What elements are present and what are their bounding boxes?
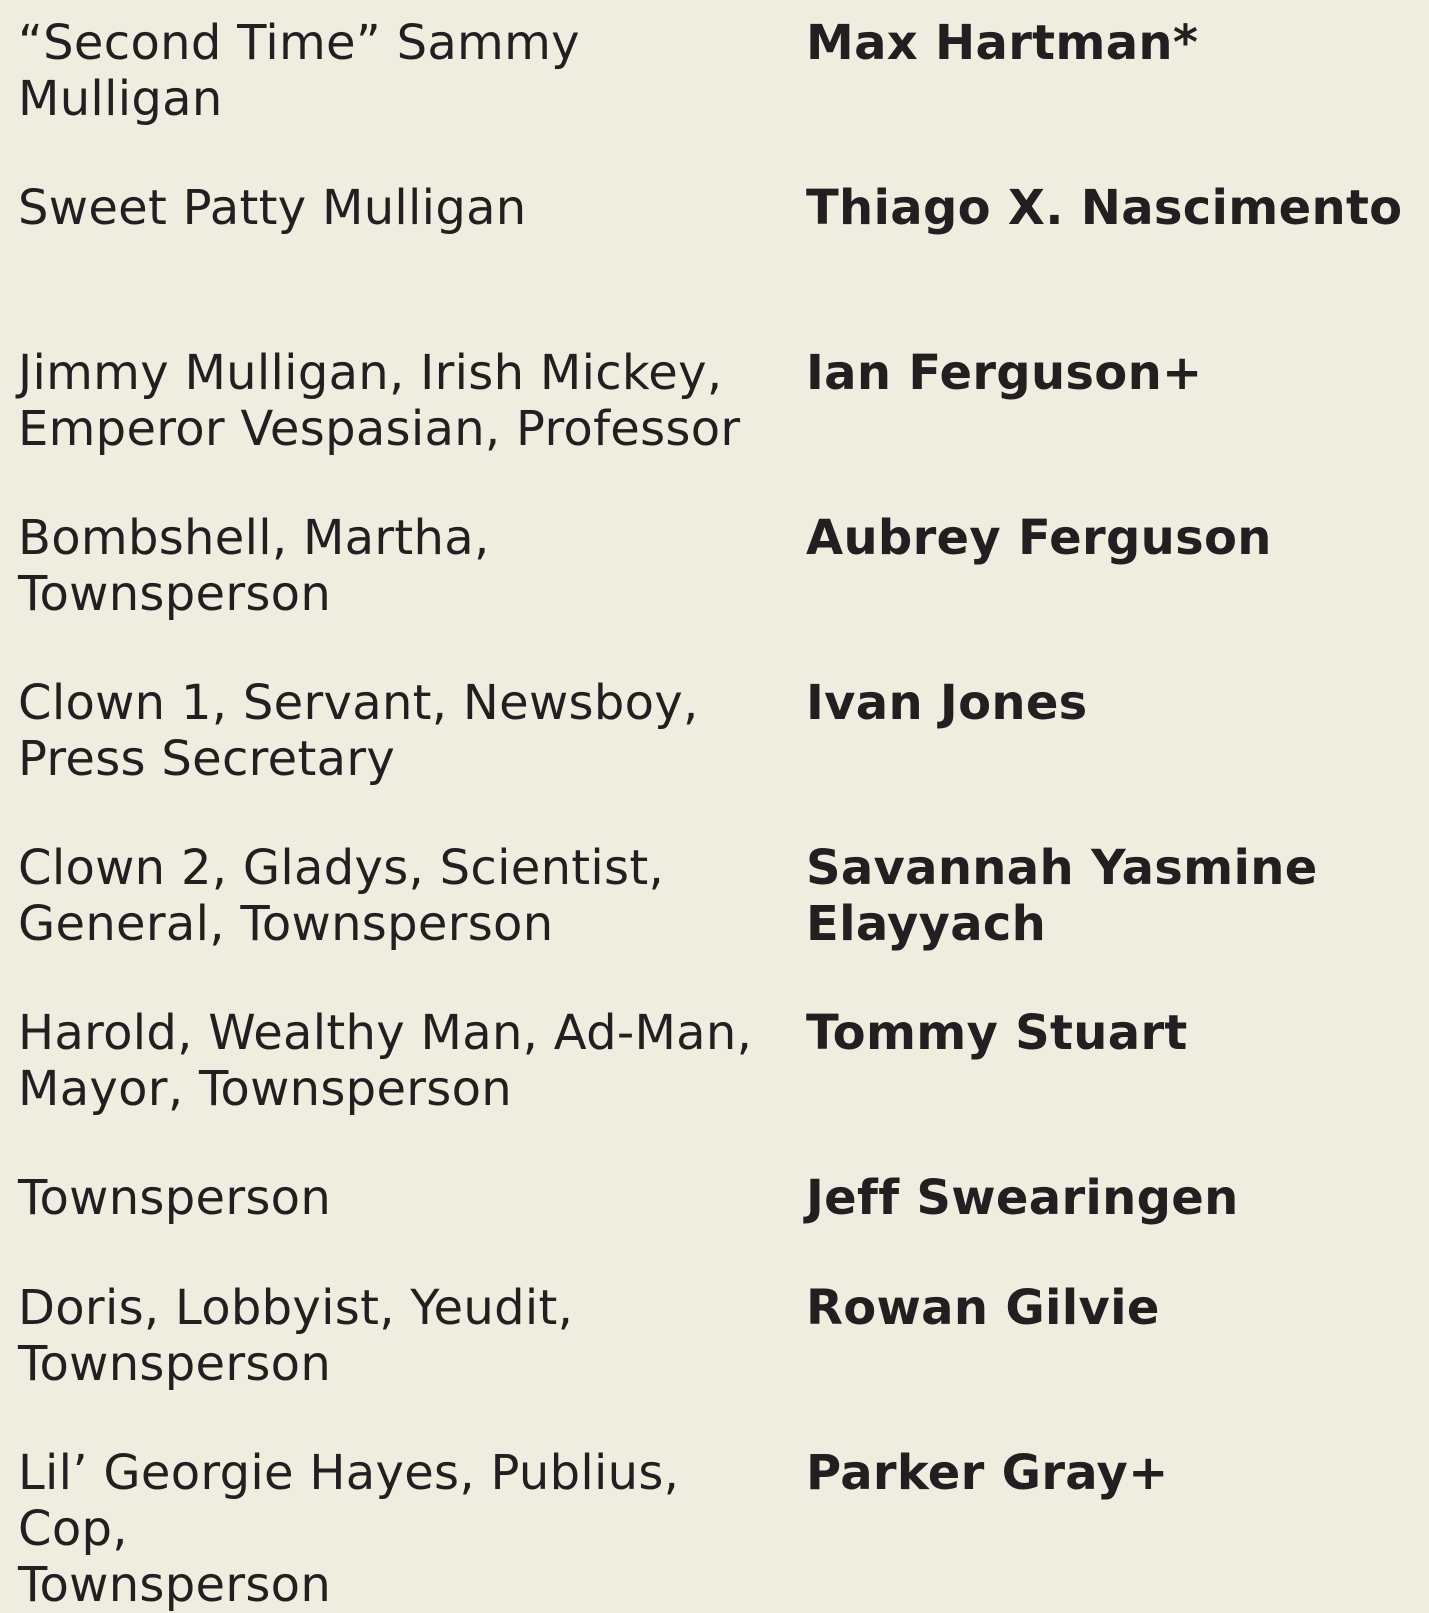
role-name: Doris, Lobbyist, Yeudit, Townsperson	[18, 1280, 574, 1392]
role-name: “Second Time” Sammy Mulligan	[18, 15, 580, 127]
actor-name: Ian Ferguson+	[806, 345, 1203, 401]
actor-name: Parker Gray+	[806, 1445, 1169, 1501]
actor-name: Rowan Gilvie	[806, 1280, 1160, 1336]
role-name: Clown 1, Servant, Newsboy, Press Secretary	[18, 675, 699, 787]
actor-name: Tommy Stuart	[806, 1005, 1188, 1061]
actor-name: Aubrey Ferguson	[806, 510, 1272, 566]
role-name: Jimmy Mulligan, Irish Mickey, Emperor Vespasian, Professor	[18, 345, 741, 457]
role-name: Harold, Wealthy Man, Ad-Man, Mayor, Townsperson	[18, 1005, 753, 1117]
role-name: Clown 2, Gladys, Scientist, General, Townsperson	[18, 840, 665, 952]
actor-name: Max Hartman*	[806, 15, 1199, 71]
actor-name: Thiago X. Nascimento	[806, 180, 1403, 236]
role-name: Lil’ Georgie Hayes, Publius, Cop, Townsperson	[18, 1445, 680, 1613]
actor-name: Ivan Jones	[806, 675, 1088, 731]
actor-name: Savannah Yasmine Elayyach	[806, 840, 1318, 952]
actor-name: Jeff Swearingen	[806, 1170, 1239, 1226]
role-name: Sweet Patty Mulligan	[18, 180, 527, 236]
role-name: Bombshell, Martha, Townsperson	[18, 510, 490, 622]
role-name: Townsperson	[18, 1170, 332, 1226]
